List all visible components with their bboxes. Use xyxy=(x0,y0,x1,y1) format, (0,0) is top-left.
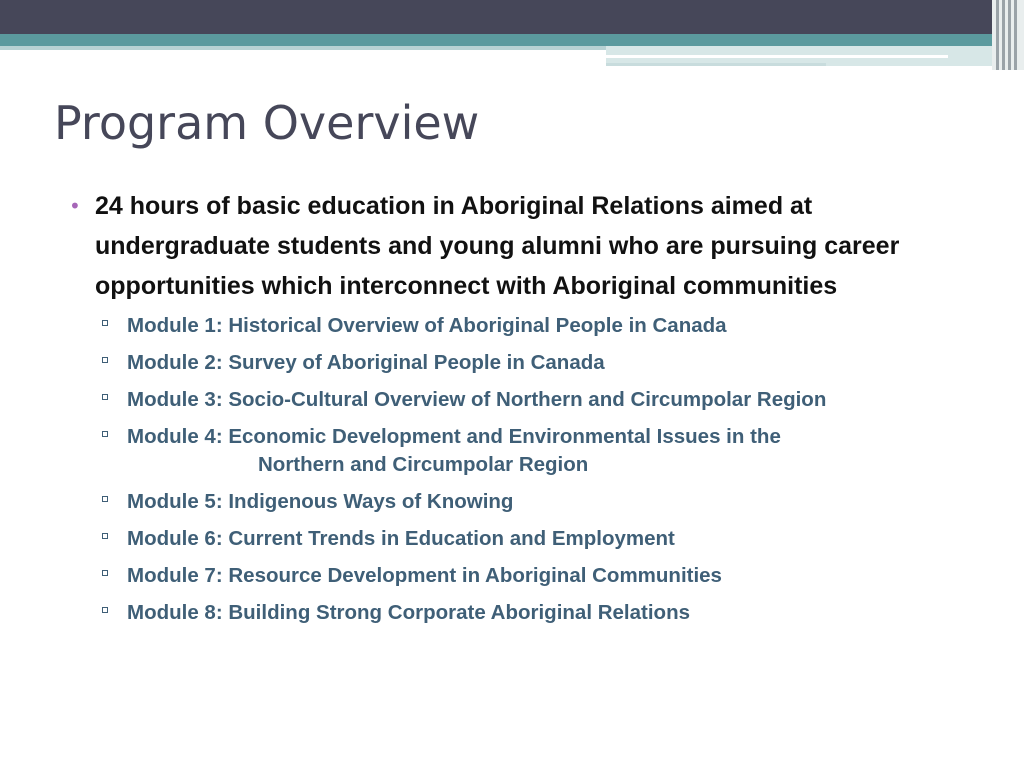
header-stripe xyxy=(1014,0,1017,70)
header-band-light xyxy=(0,46,606,50)
module-text: Module 8: Building Strong Corporate Aboriginal Relations xyxy=(127,601,690,624)
main-bullet-item xyxy=(60,186,980,306)
slide-content xyxy=(60,186,980,636)
module-item-3 xyxy=(60,386,980,414)
square-bullet-icon xyxy=(102,320,108,326)
module-item-7 xyxy=(60,562,980,590)
main-point-text: 24 hours of basic education in Aboriginal Relations aimed at undergraduate students and young alumni who are pursuing career opportunities which interconnect with Aboriginal communities xyxy=(95,192,900,300)
module-text: Module 1: Historical Overview of Aboriginal People in Canada xyxy=(127,314,727,337)
header-band-step-line xyxy=(606,55,948,58)
module-item-2 xyxy=(60,349,980,377)
square-bullet-icon xyxy=(102,570,108,576)
square-bullet-icon xyxy=(102,496,108,502)
header-band-step-line-lower xyxy=(606,63,826,66)
module-item-5 xyxy=(60,488,980,516)
square-bullet-icon xyxy=(102,357,108,363)
module-text: Module 2: Survey of Aboriginal People in Canada xyxy=(127,351,605,374)
square-bullet-icon xyxy=(102,394,108,400)
header-stripe xyxy=(1002,0,1005,70)
slide-title: Program Overview xyxy=(54,96,480,150)
module-item-4 xyxy=(60,423,980,479)
bullet-dot-icon: • xyxy=(69,194,81,218)
module-text: Module 7: Resource Development in Aboriginal Communities xyxy=(127,564,722,587)
square-bullet-icon xyxy=(102,607,108,613)
header-stripe xyxy=(1008,0,1011,70)
module-text: Module 6: Current Trends in Education and Employment xyxy=(127,527,675,550)
header-band-teal xyxy=(0,34,1024,46)
square-bullet-icon xyxy=(102,533,108,539)
square-bullet-icon xyxy=(102,431,108,437)
module-list xyxy=(60,312,980,627)
module-item-8 xyxy=(60,599,980,627)
header-stripes xyxy=(992,0,1024,70)
module-text: Module 4: Economic Development and Environmental Issues in the xyxy=(127,425,781,448)
module-text-continuation: Northern and Circumpolar Region xyxy=(258,453,589,476)
module-item-6 xyxy=(60,525,980,553)
header-stripe xyxy=(996,0,999,70)
header-band-dark xyxy=(0,0,1024,34)
module-text: Module 3: Socio-Cultural Overview of Northern and Circumpolar Region xyxy=(127,388,827,411)
module-item-1 xyxy=(60,312,980,340)
module-text: Module 5: Indigenous Ways of Knowing xyxy=(127,490,514,513)
